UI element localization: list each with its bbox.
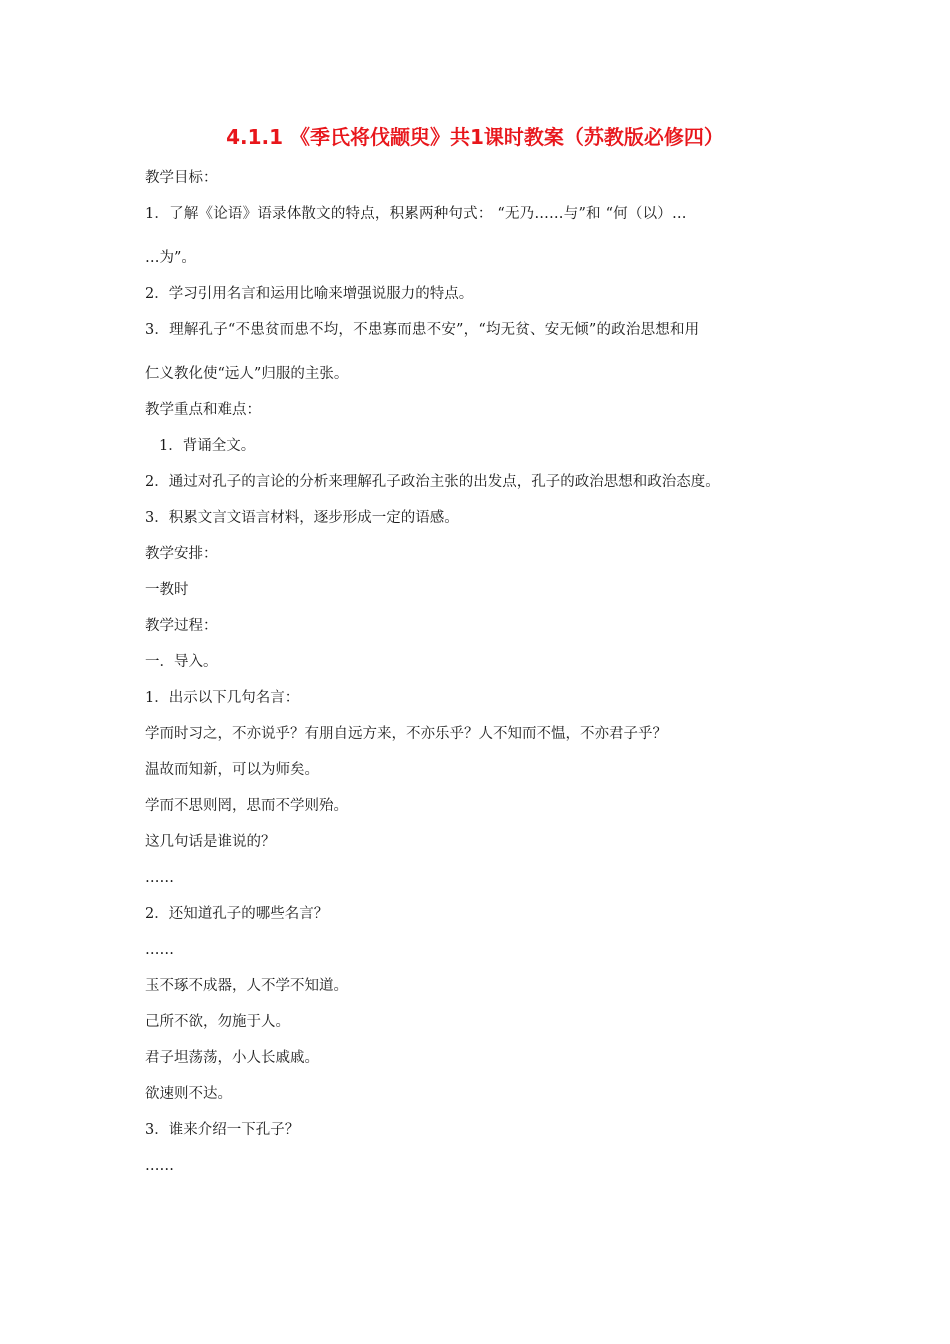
text-line: 欲速则不达。 (145, 1086, 232, 1102)
document-body (145, 168, 810, 1192)
text-line: 教学安排： (145, 546, 218, 562)
text-line: 玉不琢不成器，人不学不知道。 (145, 978, 348, 994)
text-line: 1．了解《论语》语录体散文的特点，积累两种句式： “无乃……与”和 “何（以）… (145, 206, 687, 222)
text-line: 1．出示以下几句名言： (145, 690, 300, 706)
text-line: 教学重点和难点： (145, 402, 261, 418)
text-line: 2．学习引用名言和运用比喻来增强说服力的特点。 (145, 286, 474, 302)
text-line: 3．理解孔子“不患贫而患不均，不患寡而患不安”，“均无贫、安无倾”的政治思想和用 (145, 322, 700, 338)
text-line: 学而时习之，不亦说乎？有朋自远方来，不亦乐乎？人不知而不愠，不亦君子乎？ (145, 726, 667, 742)
text-line: 仁义教化使“远人”归服的主张。 (145, 366, 349, 382)
text-line: 一．导入。 (145, 654, 218, 670)
text-line: …… (145, 942, 174, 958)
text-line: 教学目标： (145, 170, 218, 186)
text-line: 这几句话是谁说的？ (145, 834, 276, 850)
document-title: 4.1.1 《季氏将伐颛臾》共1课时教案（苏教版必修四） (226, 125, 724, 149)
text-line: 3．积累文言文语言材料，逐步形成一定的语感。 (145, 510, 459, 526)
text-line: 学而不思则罔，思而不学则殆。 (145, 798, 348, 814)
text-line: 2．通过对孔子的言论的分析来理解孔子政治主张的出发点，孔子的政治思想和政治态度。 (145, 474, 720, 490)
text-line: 3．谁来介绍一下孔子？ (145, 1122, 300, 1138)
text-line: 教学过程： (145, 618, 218, 634)
text-line: 己所不欲，勿施于人。 (145, 1014, 290, 1030)
text-line: 君子坦荡荡，小人长戚戚。 (145, 1050, 319, 1066)
text-line: 2．还知道孔子的哪些名言？ (145, 906, 329, 922)
text-line: 一教时 (145, 582, 189, 598)
text-line: 1．背诵全文。 (159, 438, 256, 454)
text-line: …… (145, 870, 174, 886)
text-line: …… (145, 1158, 174, 1174)
text-line: …为”。 (145, 250, 196, 266)
text-line: 温故而知新，可以为师矣。 (145, 762, 319, 778)
